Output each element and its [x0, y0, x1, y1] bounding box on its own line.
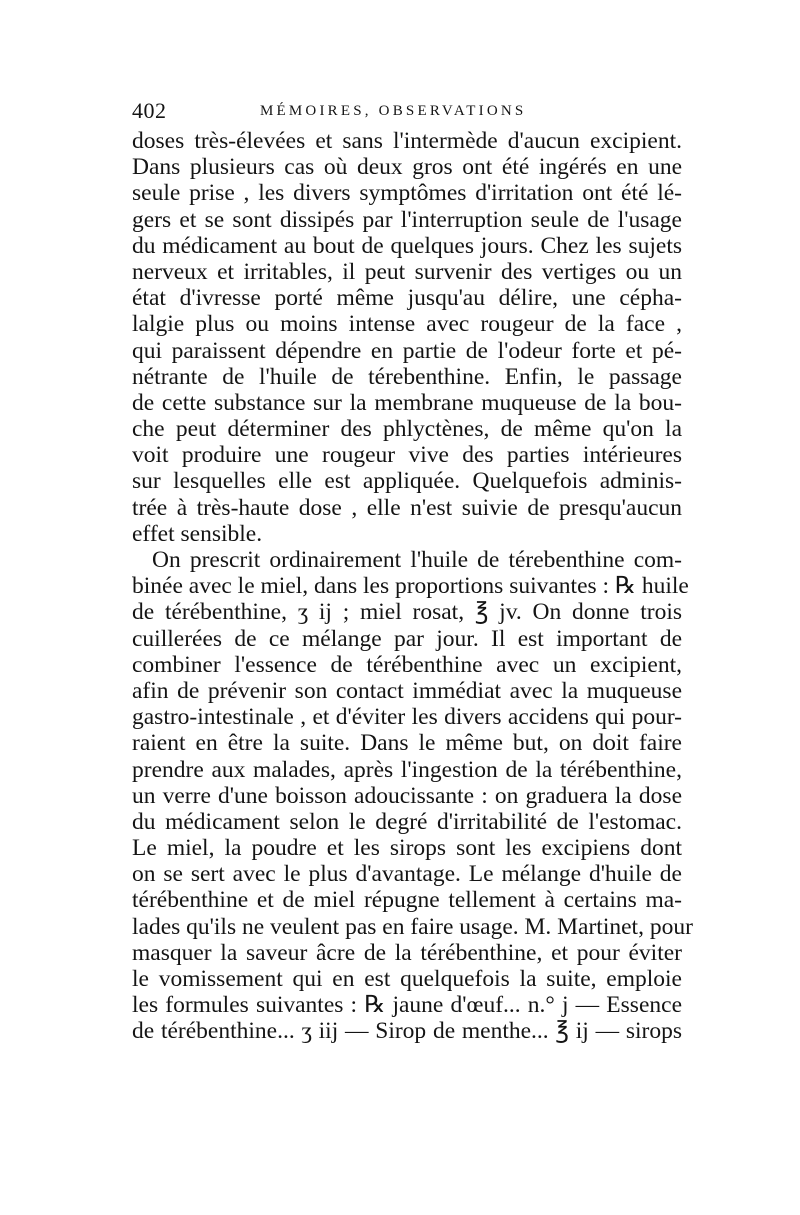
text-line: on se sert avec le plus d'avantage. Le mélange d'huile de: [132, 861, 682, 888]
text-line: Dans plusieurs cas où deux gros ont été ingérés en une: [132, 154, 682, 181]
body-text: [132, 128, 693, 1045]
text-line: le vomissement qui en est quelquefois la suite, emploie: [132, 966, 682, 992]
text-line: doses très-élevées et sans l'intermède d'aucun excipient.: [132, 128, 682, 154]
text-line: état d'ivresse porté même jusqu'au délire, une cépha-: [132, 285, 682, 312]
text-line: cuillerées de ce mélange par jour. Il est important de: [132, 625, 682, 652]
text-line: lalgie plus ou moins intense avec rougeur de la face ,: [132, 311, 682, 338]
text-line: de térébenthine... ʒ iij — Sirop de menthe... ℥ ij — sirops: [132, 1018, 682, 1045]
text-line: térébenthine et de miel répugne tellement à certains ma-: [132, 887, 682, 914]
text-line: les formules suivantes : ℞ jaune d'œuf... n.° j — Essence: [132, 992, 682, 1019]
text-line: de térébenthine, ʒ ij ; miel rosat, ℥ jv. On donne trois: [132, 599, 682, 626]
text-line: afin de prévenir son contact immédiat avec la muqueuse: [132, 677, 682, 704]
text-line: masquer la saveur âcre de la térébenthine, et pour éviter: [132, 939, 682, 966]
page-number: 402: [132, 98, 167, 123]
text-line: raient en être la suite. Dans le même but, on doit faire: [132, 730, 682, 757]
text-line: nétrante de l'huile de térebenthine. Enfin, le passage: [132, 363, 682, 390]
text-line: de cette substance sur la membrane muqueuse de la bou-: [132, 389, 682, 416]
text-line: du médicament selon le degré d'irritabilité de l'estomac.: [132, 808, 682, 835]
text-line: Le miel, la poudre et les sirops sont les excipiens dont: [132, 835, 682, 862]
text-line: gers et se sont dissipés par l'interruption seule de l'usage: [132, 206, 682, 233]
text-line: qui paraissent dépendre en partie de l'odeur forte et pé-: [132, 337, 682, 364]
text-line: seule prise , les divers symptômes d'irritation ont été lé-: [132, 180, 682, 207]
paragraph-first-line: On prescrit ordinairement l'huile de térebenthine com-: [152, 547, 682, 573]
text-line: combiner l'essence de térébenthine avec un excipient,: [132, 651, 682, 678]
text-line: un verre d'une boisson adoucissante : on graduera la dose: [132, 782, 682, 809]
text-line: nerveux et irritables, il peut survenir des vertiges ou un: [132, 258, 682, 285]
text-line: du médicament au bout de quelques jours. Chez les sujets: [132, 232, 682, 259]
text-line: prendre aux malades, après l'ingestion de la térébenthine,: [132, 756, 682, 783]
text-line: che peut déterminer des phlyctènes, de même qu'on la: [132, 416, 682, 443]
text-line: gastro-intestinale , et d'éviter les divers accidens qui pour-: [132, 704, 682, 731]
text-line: binée avec le miel, dans les proportions suivantes : ℞ huile: [132, 573, 689, 600]
text-line: lades qu'ils ne veulent pas en faire usage. M. Martinet, pour: [132, 913, 693, 940]
page-header: [132, 98, 682, 124]
text-line: voit produire une rougeur vive des parties intérieures: [132, 442, 682, 469]
running-head: MÉMOIRES, OBSERVATIONS: [260, 103, 527, 119]
text-line: trée à très-haute dose , elle n'est suivie de presqu'aucun: [132, 494, 682, 521]
paragraph-last-line: effet sensible.: [132, 520, 263, 547]
text-line: sur lesquelles elle est appliquée. Quelquefois adminis-: [132, 468, 682, 495]
